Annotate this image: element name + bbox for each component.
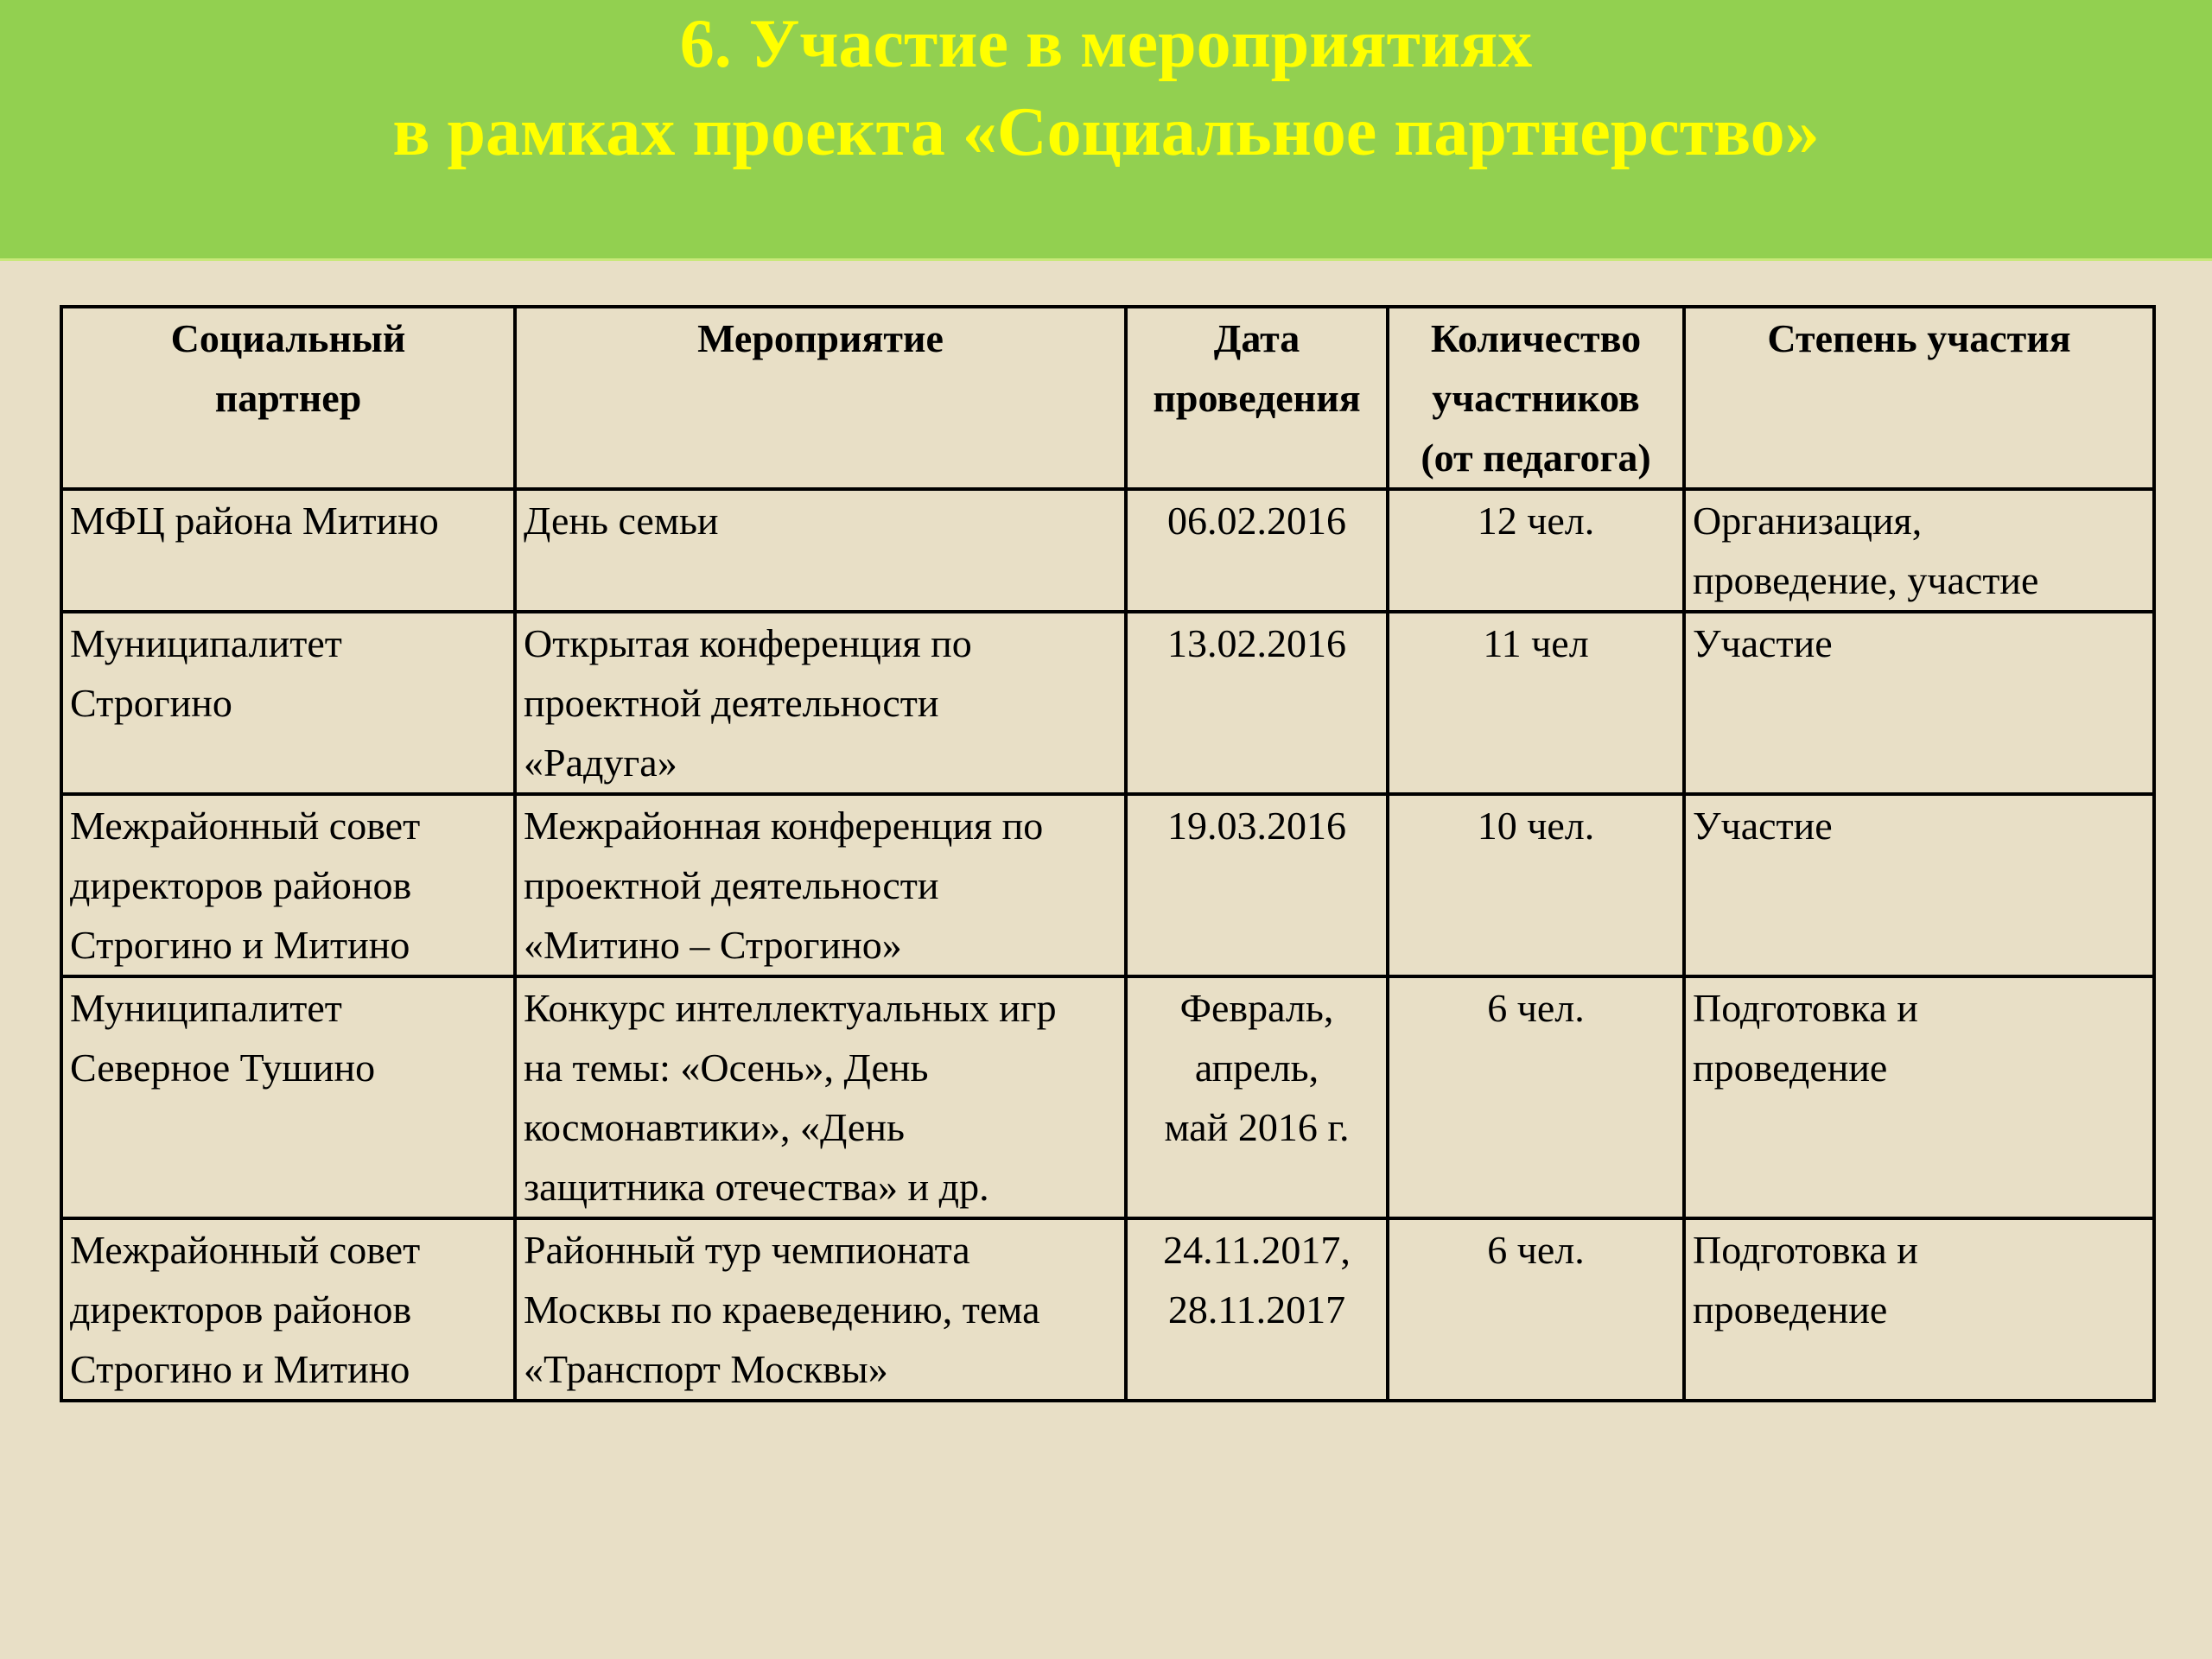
cell-text: проектной деятельности — [524, 681, 939, 725]
cell-text: Строгино и Митино — [70, 1347, 410, 1391]
table-row — [61, 489, 2154, 612]
cell-partner — [61, 612, 515, 794]
cell-text: Открытая конференция по — [524, 621, 972, 665]
cell-text: проведение — [1693, 1046, 1888, 1090]
header-text: Социальный — [170, 316, 406, 360]
cell-text: Участие — [1693, 804, 1833, 848]
cell-text: 13.02.2016 — [1167, 621, 1346, 665]
cell-text: 28.11.2017 — [1167, 1287, 1346, 1332]
cell-text: проведение, участие — [1693, 558, 2039, 602]
cell-count — [1388, 612, 1684, 794]
cell-event — [515, 489, 1126, 612]
cell-text: 6 чел. — [1487, 1228, 1585, 1272]
cell-degree — [1684, 489, 2154, 612]
cell-text: «Радуга» — [524, 741, 677, 785]
cell-text: Межрайонный совет — [70, 804, 421, 848]
cell-count — [1388, 1218, 1684, 1401]
header-text: (от педагога) — [1421, 435, 1651, 480]
cell-text: «Транспорт Москвы» — [524, 1347, 888, 1391]
cell-text: проведение — [1693, 1287, 1888, 1332]
cell-degree — [1684, 612, 2154, 794]
cell-text: Районный тур чемпионата — [524, 1228, 970, 1272]
cell-count — [1388, 489, 1684, 612]
table-row — [61, 1218, 2154, 1401]
title-banner — [0, 0, 2212, 261]
cell-partner — [61, 1218, 515, 1401]
cell-text: Северное Тушино — [70, 1046, 376, 1090]
cell-degree — [1684, 1218, 2154, 1401]
cell-text: Подготовка и — [1693, 986, 1918, 1030]
cell-event — [515, 612, 1126, 794]
cell-date — [1126, 489, 1388, 612]
slide-title — [0, 0, 2212, 176]
table-row — [61, 976, 2154, 1218]
cell-event — [515, 1218, 1126, 1401]
cell-text: 12 чел. — [1477, 499, 1595, 543]
events-table-container — [60, 305, 2152, 1402]
cell-text: Участие — [1693, 621, 1833, 665]
cell-text: МФЦ района Митино — [70, 499, 439, 543]
cell-text: «Митино – Строгино» — [524, 923, 902, 967]
cell-text: 10 чел. — [1477, 804, 1595, 848]
cell-text: Межрайонный совет — [70, 1228, 421, 1272]
cell-date — [1126, 976, 1388, 1218]
header-partner — [61, 307, 515, 489]
cell-text: директоров районов — [70, 863, 412, 907]
cell-text: 24.11.2017, — [1163, 1228, 1351, 1272]
header-text: проведения — [1153, 376, 1361, 420]
cell-text: Февраль, — [1179, 986, 1334, 1030]
header-text: Степень участия — [1767, 316, 2071, 360]
cell-text: Муниципалитет — [70, 621, 342, 665]
cell-partner — [61, 976, 515, 1218]
cell-count — [1388, 976, 1684, 1218]
cell-date — [1126, 1218, 1388, 1401]
cell-event — [515, 794, 1126, 976]
cell-count — [1388, 794, 1684, 976]
cell-text: на темы: «Осень», День — [524, 1046, 929, 1090]
cell-text: май 2016 г. — [1164, 1105, 1350, 1149]
cell-text: День семьи — [524, 499, 719, 543]
table-header-row — [61, 307, 2154, 489]
header-text: участников — [1432, 376, 1640, 420]
cell-event — [515, 976, 1126, 1218]
table-row — [61, 794, 2154, 976]
cell-text: Конкурс интеллектуальных игр — [524, 986, 1057, 1030]
cell-degree — [1684, 794, 2154, 976]
cell-text: защитника отечества» и др. — [524, 1165, 989, 1209]
cell-date — [1126, 612, 1388, 794]
slide-title-line-1: 6. Участие в мероприятиях — [679, 6, 1533, 82]
header-text: партнер — [214, 376, 362, 420]
cell-degree — [1684, 976, 2154, 1218]
cell-partner — [61, 794, 515, 976]
cell-text: 19.03.2016 — [1167, 804, 1346, 848]
header-count — [1388, 307, 1684, 489]
cell-text: Москвы по краеведению, тема — [524, 1287, 1040, 1332]
header-text: Количество — [1430, 316, 1642, 360]
cell-text: Организация, — [1693, 499, 1923, 543]
table-row — [61, 612, 2154, 794]
cell-text: Строгино и Митино — [70, 923, 410, 967]
slide-title-line-2: в рамках проекта «Социальное партнерство» — [392, 94, 1820, 170]
cell-text: Межрайонная конференция по — [524, 804, 1044, 848]
cell-text: Муниципалитет — [70, 986, 342, 1030]
cell-text: апрель, — [1194, 1046, 1319, 1090]
cell-text: директоров районов — [70, 1287, 412, 1332]
header-date — [1126, 307, 1388, 489]
cell-text: 06.02.2016 — [1167, 499, 1346, 543]
cell-text: проектной деятельности — [524, 863, 939, 907]
header-text: Дата — [1213, 316, 1300, 360]
cell-text: 11 чел — [1483, 621, 1589, 665]
events-table — [60, 305, 2156, 1402]
header-text: Мероприятие — [697, 316, 944, 360]
cell-date — [1126, 794, 1388, 976]
header-degree — [1684, 307, 2154, 489]
cell-text: Подготовка и — [1693, 1228, 1918, 1272]
cell-text: космонавтики», «День — [524, 1105, 905, 1149]
cell-partner — [61, 489, 515, 612]
header-event — [515, 307, 1126, 489]
cell-text: 6 чел. — [1487, 986, 1585, 1030]
cell-text: Строгино — [70, 681, 232, 725]
